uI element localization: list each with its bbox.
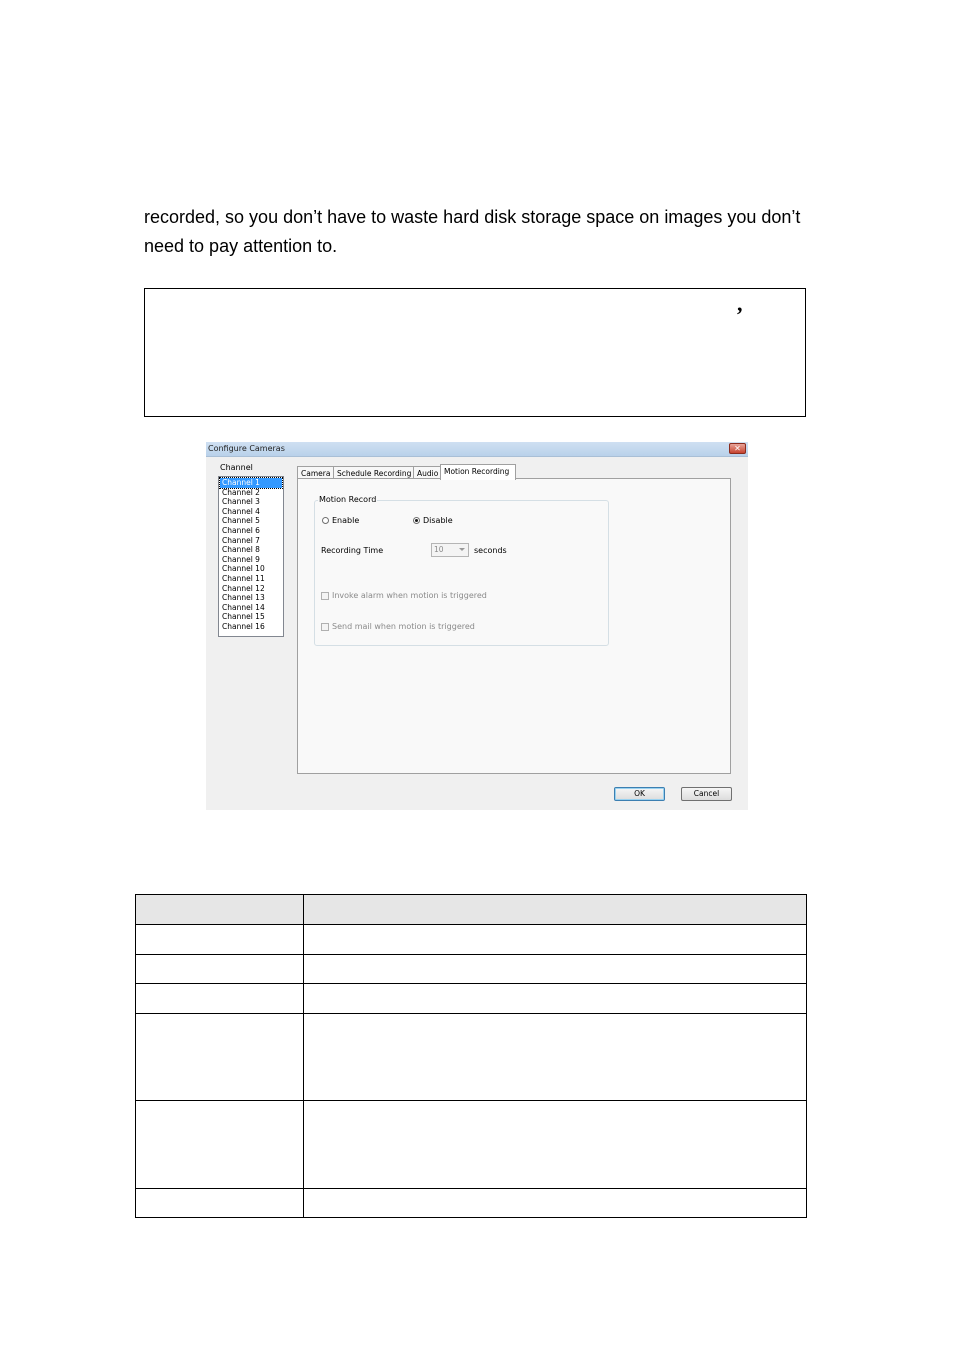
- disable-radio[interactable]: [413, 516, 453, 525]
- tab-audio[interactable]: Audio: [413, 466, 441, 479]
- channel-label: Channel: [220, 463, 253, 472]
- tab-schedule-recording[interactable]: Schedule Recording: [333, 466, 414, 479]
- note-box: [144, 288, 806, 417]
- tab-motion-recording[interactable]: Motion Recording: [440, 464, 516, 480]
- channel-item[interactable]: Channel 14: [222, 602, 265, 612]
- disable-label: Disable: [423, 516, 453, 525]
- checkbox-icon: [321, 592, 329, 600]
- channel-item[interactable]: Channel 11: [222, 573, 265, 583]
- checkbox-icon: [321, 623, 329, 631]
- body-paragraph: recorded, so you don’t have to waste hard disk storage space on images you don’t need to pay attention to.: [144, 207, 801, 256]
- table-cell: [304, 1189, 807, 1218]
- parameter-table: [135, 894, 807, 1218]
- table-cell: [304, 1014, 807, 1101]
- send-mail-label: Send mail when motion is triggered: [332, 622, 475, 631]
- send-mail-checkbox[interactable]: [321, 622, 475, 631]
- channel-item[interactable]: Channel 15: [222, 612, 265, 622]
- dialog-title: Configure Cameras: [208, 444, 285, 453]
- channel-item[interactable]: Channel 6: [222, 525, 260, 535]
- radio-checked-icon: [413, 517, 420, 524]
- channel-item[interactable]: Channel 12: [222, 583, 265, 593]
- motion-record-legend: Motion Record: [319, 495, 377, 504]
- motion-recording-panel: [297, 478, 731, 774]
- channel-item[interactable]: Channel 9: [222, 554, 260, 564]
- channel-item[interactable]: Channel 3: [222, 497, 260, 507]
- recording-time-label: Recording Time: [321, 546, 384, 555]
- table-cell: [136, 1014, 304, 1101]
- table-cell: [304, 925, 807, 955]
- recording-time-select[interactable]: [431, 543, 469, 557]
- close-icon: ✕: [734, 444, 741, 453]
- radio-icon: [322, 517, 329, 524]
- table-row: [136, 925, 807, 955]
- enable-radio[interactable]: [322, 516, 359, 525]
- ok-button[interactable]: OK: [614, 787, 665, 801]
- channel-item[interactable]: Channel 1: [220, 478, 282, 488]
- table-cell: [304, 1101, 807, 1189]
- table-cell: [304, 955, 807, 984]
- channel-item[interactable]: Channel 8: [222, 545, 260, 555]
- tab-camera[interactable]: Camera: [297, 466, 334, 479]
- chevron-down-icon: [459, 548, 465, 551]
- table-cell: [136, 925, 304, 955]
- table-cell: [136, 984, 304, 1014]
- close-button[interactable]: [729, 443, 746, 454]
- seconds-label: seconds: [474, 546, 507, 555]
- cancel-button[interactable]: Cancel: [681, 787, 732, 801]
- recording-time-value: 10: [434, 545, 444, 554]
- table-row: [136, 955, 807, 984]
- table-cell: [304, 984, 807, 1014]
- table-cell: [136, 1101, 304, 1189]
- channel-list[interactable]: [218, 476, 284, 637]
- title-bar: [206, 442, 748, 457]
- channel-item[interactable]: Channel 16: [222, 621, 265, 631]
- table-row: [136, 1189, 807, 1218]
- configure-cameras-dialog: [206, 442, 748, 810]
- invoke-alarm-label: Invoke alarm when motion is triggered: [332, 591, 487, 600]
- channel-item[interactable]: Channel 2: [222, 487, 260, 497]
- table-row: [136, 984, 807, 1014]
- invoke-alarm-checkbox[interactable]: [321, 591, 487, 600]
- table-row: [136, 1101, 807, 1189]
- table-row: [136, 1014, 807, 1101]
- table-header-row: [136, 895, 807, 925]
- channel-item[interactable]: Channel 7: [222, 535, 260, 545]
- channel-item[interactable]: Channel 13: [222, 593, 265, 603]
- channel-item[interactable]: Channel 5: [222, 516, 260, 526]
- table-cell: [136, 955, 304, 984]
- table-cell: [304, 895, 807, 925]
- channel-item[interactable]: Channel 10: [222, 564, 265, 574]
- channel-item[interactable]: Channel 4: [222, 506, 260, 516]
- enable-label: Enable: [332, 516, 360, 525]
- table-cell: [136, 895, 304, 925]
- note-comma: ,: [737, 291, 743, 316]
- table-cell: [136, 1189, 304, 1218]
